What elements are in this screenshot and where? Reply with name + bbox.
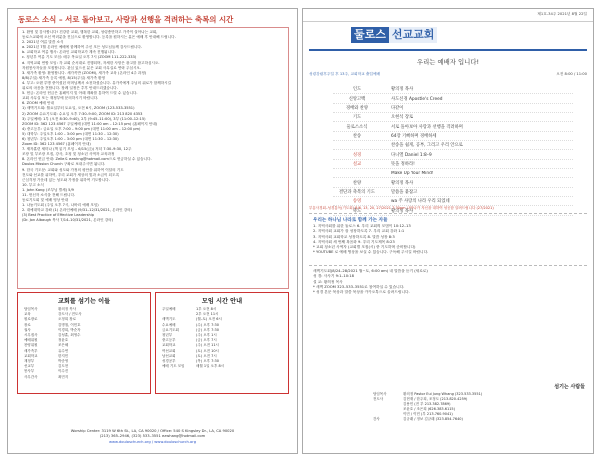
news-line: 근심걱정 가운데 있는 성도와 가정을 위하여 기도합니다. [22, 177, 110, 182]
schedule-time: (목) 오후 7:30 [196, 359, 219, 364]
divider [309, 213, 587, 214]
staff-name: 김명철, 이민호 [58, 322, 81, 327]
staff-role: 담임목사 [24, 307, 38, 311]
prayer-block [313, 217, 585, 256]
order-detail: 64장 기뻐하며 경배하세 [391, 133, 437, 139]
left-page [7, 8, 298, 454]
staff-role: 권사 [24, 327, 31, 332]
prayer-line: * 교회 청소년 사역자 (교회별 모집(시) 중 기도하며 준비합니다) [313, 245, 416, 250]
order-detail: 황의정 목사 [391, 180, 414, 186]
schedule-time: (주) 오전 11시 [196, 343, 219, 348]
order-row [333, 169, 573, 178]
news-line: 11. 헌신자 소식을 전해 드립니다. [22, 193, 76, 197]
staff-name: 김도현 [58, 364, 69, 369]
staff-name: 최민지 [58, 374, 69, 379]
order-detail: 서로 돌아보아 사랑과 선행을 격려하며 [391, 124, 463, 130]
order-row [333, 141, 573, 150]
order-detail: 다니엘 Daniel 1:8–9 [391, 152, 432, 158]
order-detail: 오현석 장로 [391, 115, 414, 121]
news-line: 3. 새가족 환영: 환영합니다. 새가족반 (ZOOM), 새가족 교육 (온라인 4주 과정) [22, 70, 147, 75]
order-row [333, 150, 573, 159]
staff-role: 교회학교 [24, 353, 38, 358]
staff-name: 박준영 [58, 359, 69, 364]
news-line: 3) 주일예배: 1부 (오전 8:30–9:40), 2부 (9:45–11:00), 3부 (11:00–12:15) [22, 116, 146, 121]
schedule-name: 주일예배 [162, 307, 176, 311]
schedule-name: 금요기도회 [162, 327, 179, 332]
schedule-time: (금) 오후 7시 [196, 338, 217, 343]
footer-address: Worship Center: 3119 W 6th St., LA, CA 90020 / Office: 540 S Kingsley Dr., LA, CA 90020 [70, 428, 235, 433]
staff-role: 원로장로 [24, 317, 38, 322]
news-line: 4. 부고: 오랜 투병 중이셨던 어머님께서 소천하셨습니다. 유가족에게 주님의 위로가 함께하시길 [22, 80, 172, 85]
order-item: 축도 [352, 208, 362, 214]
order-row [333, 94, 573, 103]
staff-name: 유수연 [58, 348, 69, 353]
helper-name: 황의정 Pastor Eui Jung Whang (323.533.3551) [403, 392, 483, 396]
church-logo [351, 25, 437, 45]
news-line: Doulos Mission Church 구좌로 보내주시면 됩니다. [22, 162, 106, 167]
staff-row [18, 375, 150, 380]
schedule-name: 중고등부 [162, 338, 176, 343]
news-line: 8. 온라인 헌금 안내: Zelle로 ezwhng@hotmail.com으로 헌금하실 수 있습니다. [22, 157, 152, 162]
sermon-line: 성 경: 사사기 9:1–10:18 [313, 274, 354, 279]
staff-name: 조은혜 [58, 343, 69, 348]
order-row [333, 85, 573, 94]
schedule-time: (주) 오후 1시 [196, 333, 217, 338]
staff-role: 예배위원 [24, 338, 38, 343]
footer-website[interactable]: www.douloschurch.org / www.douloschurch.org [108, 439, 197, 444]
order-item: 기도 [352, 115, 362, 121]
order-detail: 다같이 [391, 105, 404, 111]
order-row [333, 188, 573, 197]
staff-role: 새가족부 [24, 348, 38, 353]
right-page [302, 8, 594, 454]
news-line: ZOOM ID: 362 123 4567 주일예배 (대면 11:00 am – 12:15 pm) (홈페이지 안내) [22, 121, 158, 126]
order-row [333, 160, 573, 169]
schedule-name: 성경공부 [162, 359, 176, 364]
schedule-time: (토) 오전 10시 [196, 348, 219, 353]
header-divider [309, 49, 587, 51]
news-line: 5) 대학부: 주일오후 1:00 – 3:00 pm (대면 11:30 – 12:30) [22, 131, 119, 136]
news-line: (Dr. Jon Albaugh 목사 7/14–10/31/2021, 온라인 강의) [22, 218, 114, 223]
staff-role: 장로 [24, 322, 31, 327]
staff-name: 김성훈, 최영수 [58, 333, 81, 338]
news-line: 2. 대예대학교 강좌 (1) 온라인예배 (9/31–12/31/2021, 온라인 강의) [22, 208, 133, 213]
news-line: 1. 환영 및 감사합니다! 건강한 교회, 행복한 교회, 성령충만하고 가족이 살아나는 교회, [22, 30, 158, 34]
staff-name: 오정희 장로 [58, 317, 77, 322]
staff-name: 강도사 / 전도사 [58, 312, 82, 317]
news-line: b. 교회학교 여름 행사: 온라인 교회학교가 계속 진행됩니다. [22, 50, 116, 55]
helpers-title: 섬기는 사람들 [554, 384, 585, 390]
news-box [17, 27, 289, 289]
staff-role: 찬양위원 [24, 343, 38, 348]
order-row [333, 178, 573, 187]
order-item: 신앙고백 [348, 96, 366, 102]
news-line: a. 2021년 7월 온라인 예배에 함께하여 주신 모든 성도님들께 감사드립니다. [22, 45, 142, 50]
staff-role: 사무간사 [24, 374, 38, 379]
news-line: 10. 부고 소식 [22, 182, 44, 187]
schedule-time: (수) 오후 7:30 [196, 322, 219, 327]
news-line: 조장 및 부조장 모집, 강사, 초청 및 청소년 사역자 교육과정 [22, 152, 115, 157]
order-item: 성경 [352, 152, 362, 158]
news-line: 4) 중고등부: 금요일 오후 7:00 – 9:00 pm (대면 11:00 am – 12:00 pm) [22, 126, 141, 131]
staff-title: 교회를 섬기는 이들 [57, 298, 111, 305]
news-line: 2) ZOOM 수요기도회: 수요일 오후 7:30–9:00, ZOOM ID: 213 820 4353 [22, 111, 143, 116]
helper-name: 김용민 (전 부 213.382.7869) [403, 402, 451, 406]
helper-role: 간사 [373, 417, 380, 421]
order-row [333, 122, 573, 131]
helpers-box [373, 383, 585, 449]
order-item: 찬양 [352, 180, 362, 186]
service-time: 오전 8:00 / 11:00 [556, 72, 587, 76]
news-line: Zoom ID: 362 123 4567 (홈페이지 안내) [22, 142, 91, 147]
issue-date: 제1호-34주 2021년 8월 22일 [537, 12, 587, 16]
service-title: 성령강림후주일 후 13주, 교회학교 출입예배 [309, 72, 381, 76]
news-line: 전도와 선교를 위하여, 우리 교회가 세상의 빛과 소금이 되도록 [22, 172, 120, 177]
schedule-box [155, 292, 289, 394]
sermon-line: 새벽기도회(8/24–28/2021 월~토, 6:00 am) 내 말씀을 듣기 (세로로) [313, 269, 428, 273]
divider [309, 265, 587, 266]
news-line: 자원봉사자들을 모집합니다. 관심 있으신 분은 교회 사무실로 연락 주십시오. [22, 65, 142, 70]
news-line: 5. 헌금: 온라인 헌금은 홈페이지 및 아래 계좌를 통하여 드릴 수 있습니다. [22, 91, 138, 96]
news-line: 동로스교회에 오신 여러분을 진심으로 환영합니다. 등록을 원하시는 분은 예배 후 안내해 드립니다. [22, 35, 176, 40]
staff-box [17, 292, 151, 394]
staff-name: 정윤호 [58, 338, 69, 343]
sermon-line: 설 교: 황의정 목사 [313, 279, 343, 284]
news-line: 9. 한국 기도문: 교회와 성도와 가정의 평안을 위하여 이달의 기도 [22, 167, 124, 172]
order-item: 둘로스소식 [346, 124, 368, 130]
sermon-line: * 새벽 ZOOM 323–533–3551로 참여하실 수 있습니다. [313, 284, 405, 289]
helper-role: 전도사 [373, 397, 384, 401]
church-footer [8, 429, 297, 445]
logo-part-b: 선교교회 [389, 27, 438, 43]
order-item: 송영 [352, 199, 362, 205]
order-detail: Make Up Your Mind! [391, 170, 434, 176]
order-row [333, 104, 573, 113]
order-detail: 뜻을 정하라! [391, 161, 415, 167]
staff-name: 황의정 목사 [58, 307, 77, 311]
schedule-row [156, 364, 288, 369]
order-detail: wa 주 사랑의 나라 우리 되었네 [391, 199, 450, 205]
news-line: 6. ZOOM 예배 안내 [22, 101, 54, 106]
logo-part-a: 둘로스 [351, 27, 389, 43]
staff-role: 시무집사 [24, 333, 38, 338]
news-line: 1) 새벽기도회: 월요일부터 토요일, 오전 6시, ZOOM (123-533-3551) [22, 106, 135, 111]
motto: 우리는 예배자 입니다! [416, 58, 480, 66]
order-row [333, 113, 573, 122]
revival-notice: 부흥사경회–성경통독(기도회) 8/6, 13, 20, 27/2021 7:30pm 나바나가 자신을 대하여 성공함 알려드립니다 (27/2021) [309, 206, 494, 210]
order-of-worship [333, 85, 573, 216]
service-info [309, 72, 587, 77]
news-line: 6) 청년부: 주일오후 1:00 – 3:00 pm (대면 11:30 – 12:30) [22, 136, 119, 141]
schedule-name: 청년부 [162, 333, 173, 338]
staff-role: 재정부 [24, 359, 35, 364]
staff-role: 교육 [24, 312, 31, 317]
news-line: d. 지역교회 연합 모임: 각 교회 순서대로 진행되며, 자세한 사항은 광고를 참고하십시오. [22, 60, 160, 65]
helper-name: 조윤호 / 조은희 (626.383.6115) [403, 407, 456, 411]
order-item: 인도 [352, 87, 362, 93]
news-line: 1. 나눔기도회 (주일 오후 7시, 나바리 예배 모임) [22, 203, 99, 208]
staff-name: 이수진 [58, 369, 69, 374]
schedule-time: (토) 오전 7시 [196, 353, 217, 358]
schedule-time: (금) 오후 7:30 [196, 327, 219, 332]
order-detail: 황의정 목사 [391, 87, 414, 93]
order-detail: 사도신경 Apostle's Creed [391, 96, 443, 102]
staff-role: 선교부 [24, 364, 35, 369]
order-item: 찬송 [352, 133, 362, 139]
schedule-time: 1부 오전 8시 [196, 307, 217, 311]
news-line: 위로의 마음을 전합니다. 장례 일정은 추후 안내드리겠습니다. [22, 86, 118, 91]
staff-role: 봉사부 [24, 369, 35, 374]
news-line: c. 청년부 여름 기도 모임: 매주 목요일 오후 7시 (ZOOM 111-222-333) [22, 55, 137, 60]
order-row [333, 132, 573, 141]
helper-row [373, 417, 585, 422]
news-line: 8/8(주일) 새가족 등록 예정, 8/15(주일) 새가족 환영 [22, 75, 106, 80]
news-line: 교회 사무실 또는 재정부에 문의하시기 바랍니다. [22, 96, 99, 101]
schedule-time: 매월 1일 오후 8시 [196, 364, 225, 369]
schedule-name: 여선교회 [162, 348, 176, 353]
footer-contact: (213) 365–2946, (323) 533–3551 ezwhang@hotmail.com [99, 434, 206, 439]
schedule-name: 수요예배 [162, 322, 176, 327]
news-line: 동로기도회 및 예배 영상 안내 [22, 198, 69, 203]
prayer-line: 3. 지역사회 교회학교 성장하도록 8. 말씀 성장 8:3 [313, 234, 395, 239]
helper-name: 김규래 / 정보 김규래 (323.854.7640) [403, 417, 463, 421]
news-title: 동로스 소식 – 서로 돌아보고, 사랑과 선행을 격려하는 축복의 시간 [18, 15, 234, 24]
schedule-time: 2부 오전 11시 [196, 312, 219, 317]
sermon-line: * 성경 본문 묵상과 말씀 묵상을 카카오톡으로 올려드립니다. [313, 290, 410, 295]
order-detail: 황의정 목사 [391, 208, 414, 214]
prayer-line: 1. 지역사회를 위한 둘로스 6. 우리 교회의 모범이 10:12–13 [313, 224, 411, 228]
staff-name: 한지민 [58, 353, 69, 358]
prayer-line: * YOUTUBE 로 예배 영상을 보실 수 있습니다. 구독해 주시길 바랍니다. [313, 250, 429, 255]
schedule-name: 교회학교 [162, 343, 176, 348]
order-detail: 찬송을 쉽게, 공부, 그리고 우리 안으로 [391, 143, 463, 149]
schedule-title: 모임 시간 안내 [201, 298, 243, 305]
schedule-name: 새벽기도 [162, 317, 176, 322]
helper-name: 김현재 / 한주희, 조정도 (213.820.4259) [403, 397, 468, 401]
prayer-line: 2. 지역사회 교회가 잘 성장하도록 7. 우리 교회 강화 1:1 [313, 229, 405, 234]
order-item: 설교 [352, 161, 362, 167]
schedule-name: 남선교회 [162, 353, 176, 358]
news-line: 7. 제자훈련 세미나 (책 읽기 모임 – 6/15(금)) 저녁 7:30–9:30, 12주 [22, 147, 132, 152]
helper-role: 담임목사 [373, 392, 387, 396]
news-line: 2. 2021년 여름 말씀 소식 [22, 40, 64, 45]
order-item: 결단과 축복의 기도 [339, 189, 375, 195]
order-detail: 말씀을 붙잡고 [391, 189, 418, 195]
order-item: 경배와 찬양 [345, 105, 369, 111]
schedule-name: 예배 기도 모임 [162, 364, 185, 369]
news-line: 1. John Kang (조부님 별세) 5/9 [22, 187, 74, 192]
schedule-time: (월–토) 오전 6시 [196, 317, 222, 322]
news-line: (3) Best Practice of Effective Leadership [22, 213, 95, 218]
staff-name: 이경희, 박순자 [58, 327, 81, 332]
dawn-prayer-block [313, 269, 585, 295]
prayer-title: 우리는 하나님 나라로 함께 가는 자들 [313, 218, 388, 223]
prayer-line: 4. 지역사회 세 번째 복음화 9. 우리 기도제목 8:23 [313, 239, 395, 244]
helper-name: 이민 / 이민 (부 213.760.9041) [403, 412, 453, 416]
